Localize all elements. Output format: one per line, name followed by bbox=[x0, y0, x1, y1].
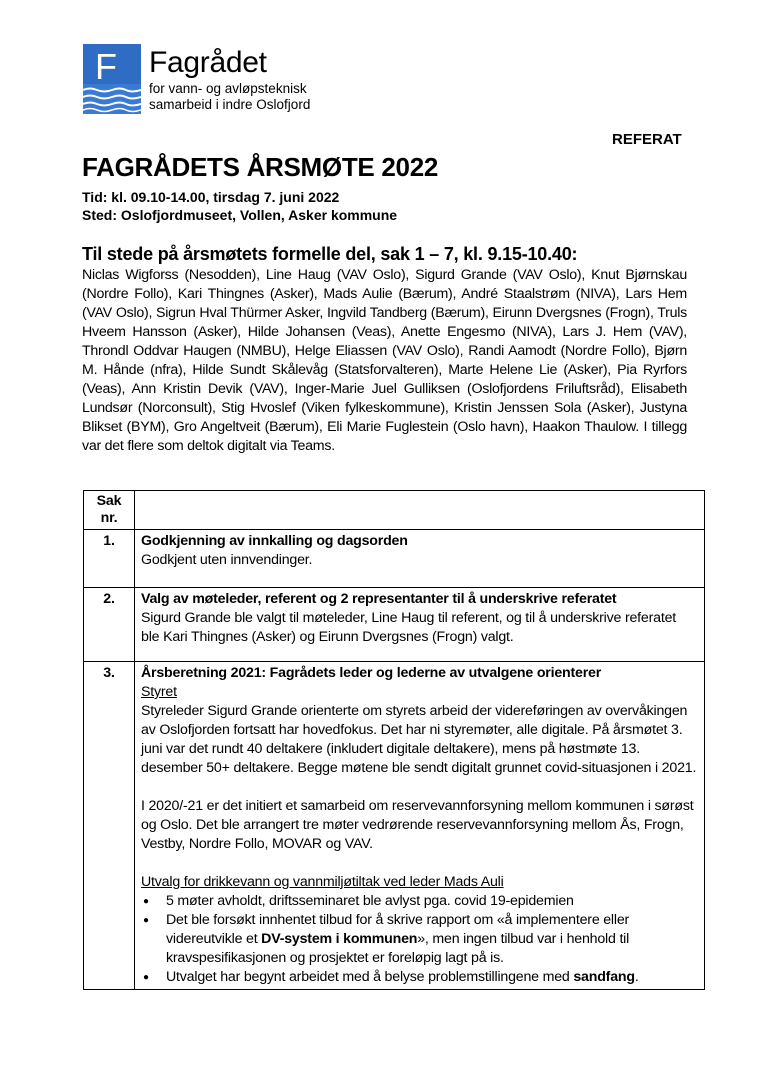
table-header-row bbox=[84, 491, 705, 530]
bullet-text-pre: Det ble forsøkt innhentet tilbud for å skrive rapport om «å implementere eller videreutvikle et bbox=[166, 912, 630, 947]
item-title: Årsberetning 2021: Fagrådets leder og lederne av utvalgene orienterer bbox=[141, 665, 602, 681]
meeting-time: Tid: kl. 09.10-14.00, tirsdag 7. juni 2022 bbox=[82, 189, 340, 205]
table-row bbox=[84, 662, 705, 990]
page-title: FAGRÅDETS ÅRSMØTE 2022 bbox=[82, 152, 439, 182]
item-title: Valg av møteleder, referent og 2 representanter til å underskrive referatet bbox=[141, 591, 617, 607]
bullet-text-pre: Utvalget har begynt arbeidet med å belyse problemstillingene med bbox=[166, 969, 574, 985]
document-type: REFERAT bbox=[612, 131, 682, 148]
org-subtitle-line2: samarbeid i indre Oslofjord bbox=[149, 97, 311, 112]
bullet-text: 5 møter avholdt, driftsseminaret ble avlyst pga. covid 19-epidemien bbox=[166, 893, 574, 909]
table-row bbox=[84, 530, 705, 588]
bullet-item bbox=[166, 892, 698, 911]
item-content bbox=[135, 662, 705, 990]
attendance-heading: Til stede på årsmøtets formelle del, sak 1 – 7, kl. 9.15-10.40: bbox=[82, 244, 578, 264]
meeting-place: Sted: Oslofjordmuseet, Vollen, Asker kommune bbox=[82, 207, 398, 223]
logo-letter: F bbox=[95, 46, 117, 87]
item-content bbox=[135, 588, 705, 662]
item-body: Sigurd Grande ble valgt til møteleder, Line Haug til referent, og til å underskrive referatet ble Kari Thingnes (Asker) og Eirunn Dvergsnes (Frogn) valgt. bbox=[141, 610, 676, 645]
fagradet-logo bbox=[83, 44, 141, 114]
item-number: 3. bbox=[84, 662, 135, 990]
paragraph-styret: Styreleder Sigurd Grande orienterte om styrets arbeid der videreføringen av overvåkingen av Oslofjorden fortsatt har hovedfokus. Det har ni styremøter, alle digitale. På årsmøtet 3. juni var det rundt 40 deltakere (inkludert digitale deltakere), mens på høstmøte 13. desember 50+ deltakere. Begge møtene ble sendt digitalt grunnet covid-situasjonen i 2021. bbox=[141, 703, 697, 776]
sak-header-line2: nr. bbox=[100, 510, 118, 526]
table-row bbox=[84, 588, 705, 662]
item-content bbox=[135, 530, 705, 588]
bullet-text-post: », men ingen tilbud var i henhold til kravspesifikasjonen og prosjektet er foreløpig lagt på is. bbox=[166, 931, 630, 966]
item-number: 1. bbox=[84, 530, 135, 588]
bullet-text-bold: sandfang bbox=[573, 969, 635, 985]
subheading-styret: Styret bbox=[141, 684, 177, 700]
org-name: Fagrådet bbox=[149, 46, 267, 79]
agenda-table bbox=[83, 490, 705, 990]
bullet-item bbox=[166, 968, 698, 987]
paragraph-reservevann: I 2020/-21 er det initiert et samarbeid om reservevannforsyning mellom kommunen i sørøst og Oslo. Det ble arrangert tre møter vedrørende reservevannforsyning mellom Ås, Frogn, Vestby, Nordre Follo, MOVAR og VAV. bbox=[141, 798, 694, 852]
item-body: Godkjent uten innvendinger. bbox=[141, 552, 313, 568]
content-header-cell bbox=[135, 491, 705, 530]
bullet-text-post: . bbox=[634, 969, 639, 985]
bullet-list bbox=[141, 892, 698, 987]
sak-header-cell bbox=[84, 491, 135, 530]
bullet-item bbox=[166, 911, 698, 968]
item-number: 2. bbox=[84, 588, 135, 662]
item-title: Godkjenning av innkalling og dagsorden bbox=[141, 533, 408, 549]
bullet-text-bold: DV-system i kommunen bbox=[261, 931, 418, 947]
org-subtitle-line1: for vann- og avløpsteknisk bbox=[149, 81, 307, 96]
sak-header-line1: Sak bbox=[96, 493, 122, 509]
attendance-list: Niclas Wigforss (Nesodden), Line Haug (VAV Oslo), Sigurd Grande (VAV Oslo), Knut Bjørnskau (Nordre Follo), Kari Thingnes (Asker), Mads Aulie (Bærum), André Staalstrøm (NIVA), Lars Hem (VAV Oslo), Sigrun Hval Thürmer Asker, Ingvild Tandberg (Bærum), Eirunn Dvergsnes (Frogn), Truls Hveem Hansson (Asker), Hilde Johansen (Veas), Anette Engesmo (NIVA), Lars J. Hem (VAV), Throndl Oddvar Haugen (NMBU), Helge Eliassen (VAV Oslo), Randi Aamodt (Nordre Follo), Bjørn M. Hånde (nfra), Hilde Sundt Skålevåg (Statsforvalteren), Marte Helene Lie (Asker), Pia Ryrfors (Veas), Ann Kristin Devik (VAV), Inger-Marie Juel Gulliksen (Oslofjordens Friluftsråd), Elisabeth Lundsør (Norconsult), Stig Hvoslef (Viken fylkeskommune), Kristin Jenssen Sola (Asker), Justyna Blikset (BYM), Gro Angeltveit (Bærum), Eli Marie Fuglestein (Oslo havn), Haakon Thaulow. I tillegg var det flere som deltok digitalt via Teams. bbox=[82, 267, 687, 454]
subheading-utvalg-drikkevann: Utvalg for drikkevann og vannmiljøtiltak ved leder Mads Auli bbox=[141, 874, 504, 890]
